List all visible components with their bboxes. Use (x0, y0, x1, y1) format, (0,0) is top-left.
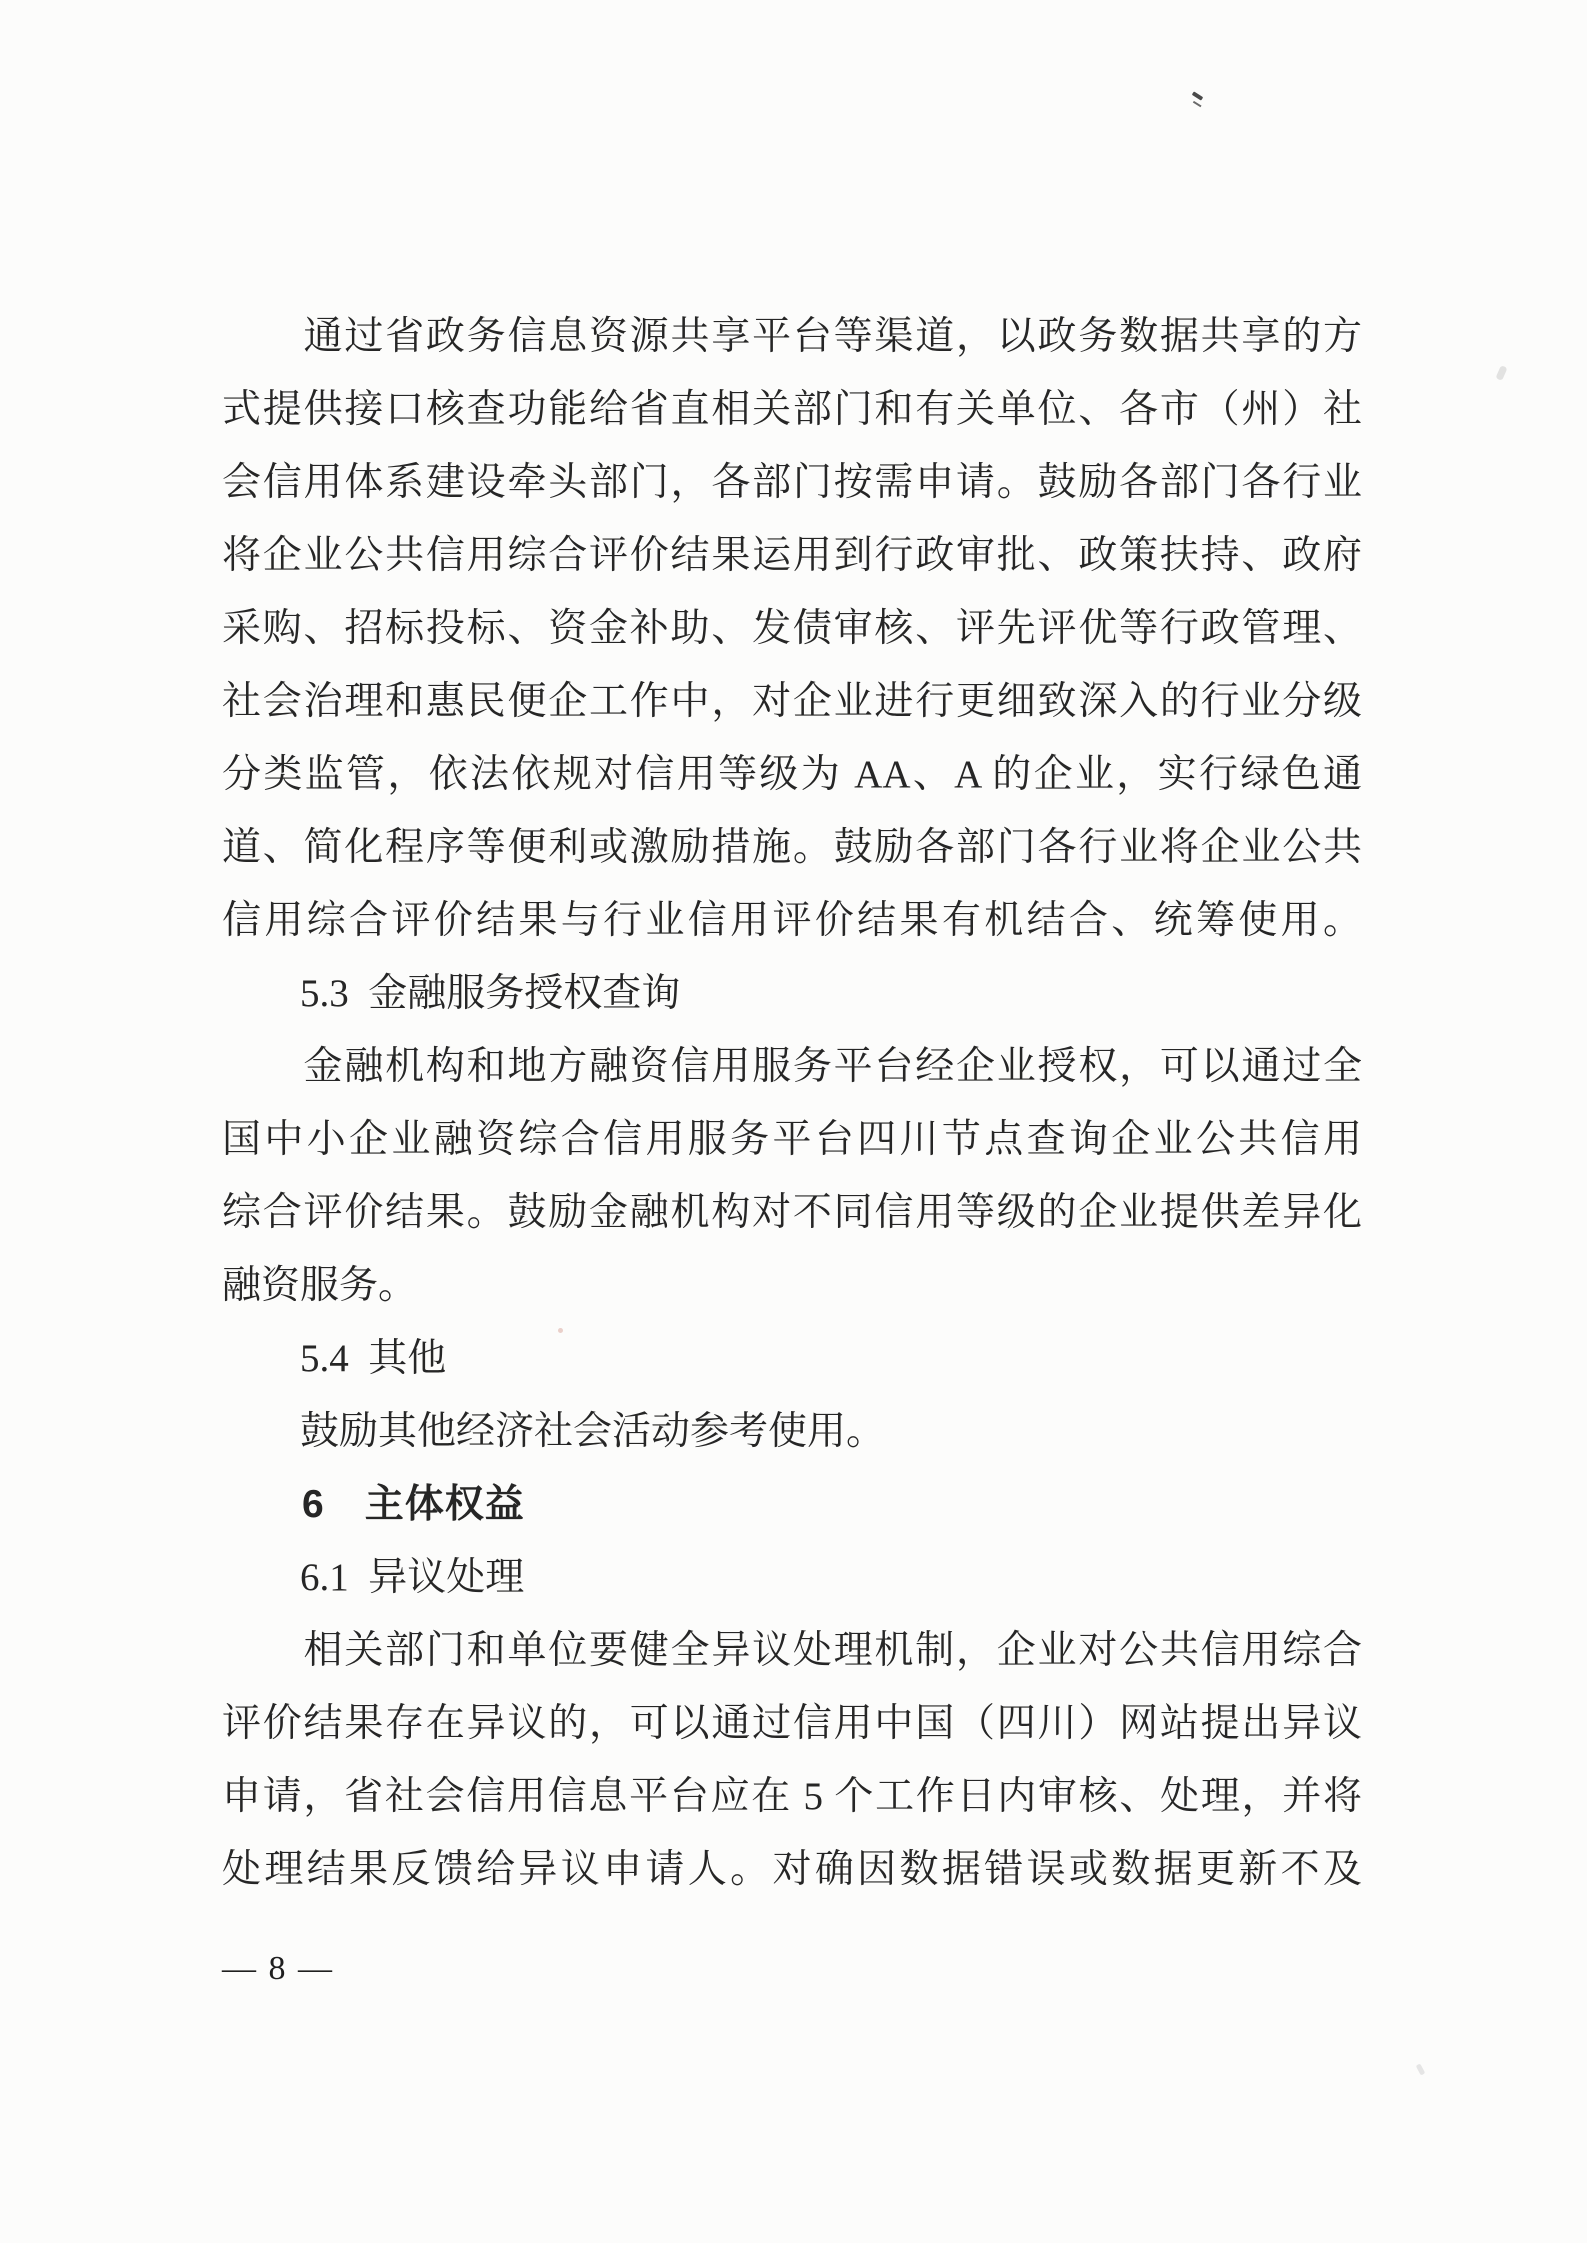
paragraph-line: 国中小企业融资综合信用服务平台四川节点查询企业公共信用 (222, 1118, 1362, 1161)
paragraph-line: 鼓励其他经济社会活动参考使用。 (222, 1410, 886, 1453)
paragraph-line: 将企业公共信用综合评价结果运用到行政审批、政策扶持、政府 (222, 534, 1362, 577)
paragraph-line: 相关部门和单位要健全异议处理机制，企业对公共信用综合 (222, 1629, 1362, 1672)
paragraph-line: 金融机构和地方融资信用服务平台经企业授权，可以通过全 (222, 1045, 1362, 1088)
paragraph-line: 综合评价结果。鼓励金融机构对不同信用等级的企业提供差异化 (222, 1191, 1362, 1234)
paragraph-line: 式提供接口核查功能给省直相关部门和有关单位、各市（州）社 (222, 388, 1362, 431)
section-heading-6-1: 6.1 异议处理 (222, 1556, 525, 1599)
paragraph-line: 会信用体系建设牵头部门，各部门按需申请。鼓励各部门各行业 (222, 461, 1362, 504)
paragraph-line: 融资服务。 (222, 1264, 418, 1307)
scan-speck (1192, 91, 1203, 100)
paragraph-line: 信用综合评价结果与行业信用评价结果有机结合、统筹使用。 (222, 899, 1362, 942)
paragraph-line: 分类监管，依法依规对信用等级为 AA、A 的企业，实行绿色通 (222, 753, 1362, 796)
scan-speck (1495, 365, 1507, 381)
page-number: — 8 — (222, 1950, 334, 1987)
paragraph-line: 申请，省社会信用信息平台应在 5 个工作日内审核、处理，并将 (222, 1775, 1362, 1818)
section-heading-5-4: 5.4 其他 (222, 1337, 447, 1380)
paragraph-line: 处理结果反馈给异议申请人。对确因数据错误或数据更新不及 (222, 1848, 1362, 1891)
paragraph-line: 道、简化程序等便利或激励措施。鼓励各部门各行业将企业公共 (222, 826, 1362, 869)
paragraph-line: 采购、招标投标、资金补助、发债审核、评先评优等行政管理、 (222, 607, 1362, 650)
chapter-heading-6: 6 主体权益 (222, 1483, 525, 1526)
paragraph-line: 通过省政务信息资源共享平台等渠道，以政务数据共享的方 (222, 315, 1362, 358)
paragraph-line: 社会治理和惠民便企工作中，对企业进行更细致深入的行业分级 (222, 680, 1362, 723)
scan-speck (1416, 2063, 1426, 2075)
paragraph-line: 评价结果存在异议的，可以通过信用中国（四川）网站提出异议 (222, 1702, 1362, 1745)
document-text-block (222, 300, 1362, 1906)
scan-speck (558, 1328, 563, 1333)
section-heading-5-3: 5.3 金融服务授权查询 (222, 972, 681, 1015)
